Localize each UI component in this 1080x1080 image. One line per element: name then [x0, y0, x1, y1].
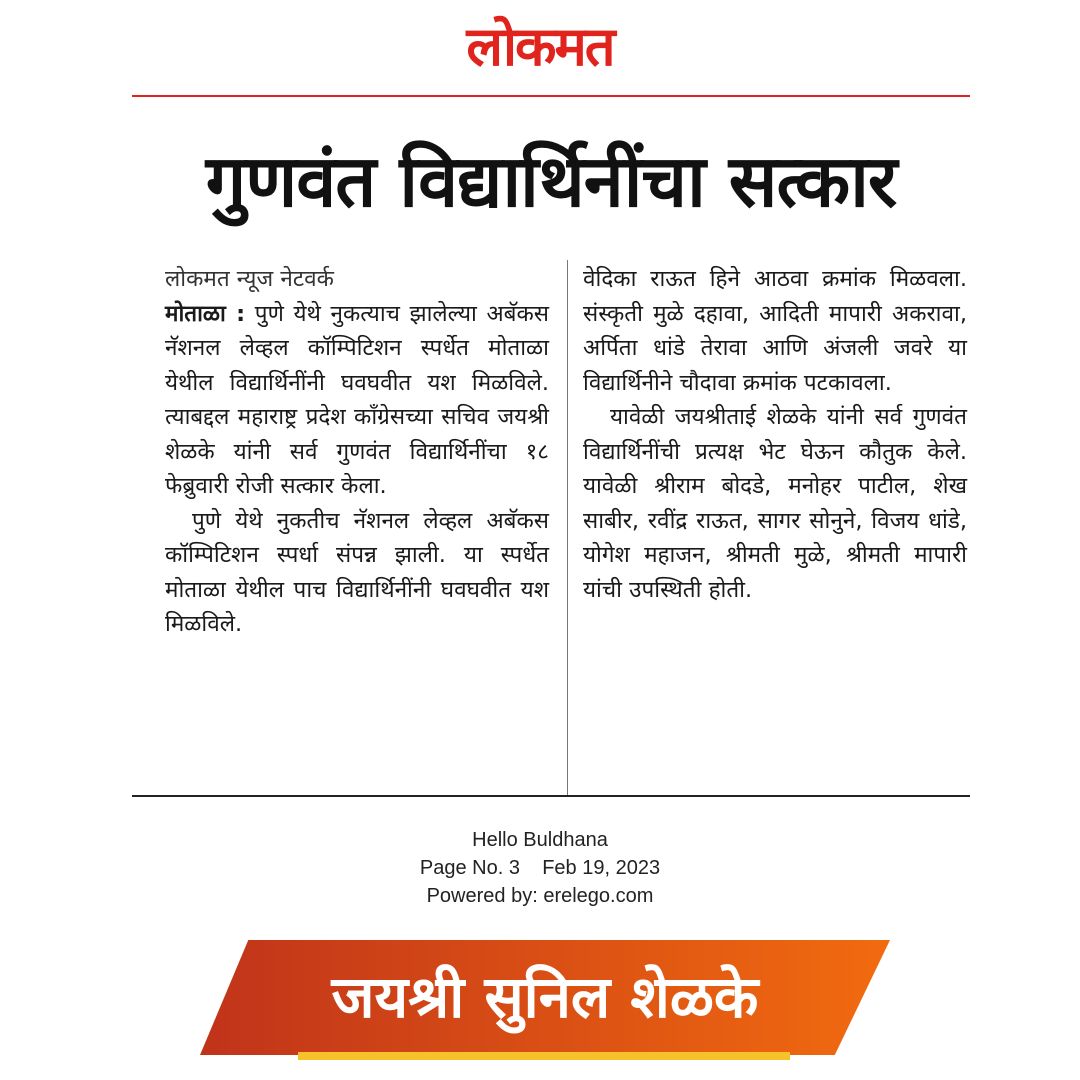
paragraph: यावेळी जयश्रीताई शेळके यांनी सर्व गुणवंत विद्यार्थिनींची प्रत्यक्ष भेट घेऊन कौतुक केले. यावेळी श्रीराम बोदडे, मनोहर पाटील, शेख साबीर, रवींद्र राऊत, सागर सोनुने, विजय धांडे, योगेश महाजन, श्रीमती मुळे, श्रीमती मापारी यांची उपस्थिती होती. — [583, 404, 967, 603]
article-column-right — [583, 262, 967, 607]
name-banner — [200, 940, 890, 1055]
top-divider — [132, 95, 970, 97]
dateline: मोताळा : — [165, 300, 246, 327]
powered-by: Powered by: erelego.com — [426, 885, 654, 907]
article-column-left — [165, 262, 549, 642]
paragraph: पुणे येथे नुकतीच नॅशनल लेव्हल अबॅकस कॉम्पिटिशन स्पर्धा संपन्न झाली. या स्पर्धेत मोताळा येथील पाच विद्यार्थिनींनी घवघवीत यश मिळविले. — [165, 507, 549, 637]
article-headline: गुणवंत विद्यार्थिनींचा सत्कार — [205, 139, 897, 223]
banner-name: जयश्री सुनिल शेळके — [331, 963, 759, 1031]
footer-credits — [0, 826, 1080, 910]
page-date: Page No. 3 Feb 19, 2023 — [419, 857, 661, 879]
paragraph: वेदिका राऊत हिने आठवा क्रमांक मिळवला. संस्कृती मुळे दहावा, आदिती मापारी अकरावा, अर्पिता धांडे तेरावा आणि अंजली जवरे या विद्यार्थिनीने चौदावा क्रमांक पटकावला. — [583, 266, 967, 396]
bottom-divider — [132, 795, 970, 797]
paragraph — [165, 297, 549, 504]
banner-underline — [298, 1052, 790, 1060]
publication-name: Hello Buldhana — [472, 829, 608, 851]
byline: लोकमत न्यूज नेटवर्क — [165, 266, 334, 292]
article-body — [165, 262, 967, 792]
masthead-logo: लोकमत — [466, 15, 614, 78]
paragraph-text: पुणे येथे नुकत्याच झालेल्या अबॅकस नॅशनल लेव्हल कॉम्पिटिशन स्पर्धेत मोताळा येथील विद्यार्थिनींनी घवघवीत यश मिळविले. त्याबद्दल महाराष्ट्र प्रदेश कॉंग्रेसच्या सचिव जयश्री शेळके यांनी सर्व गुणवंत विद्यार्थिनींचा १८ फेब्रुवारी रोजी सत्कार केला. — [165, 300, 549, 499]
